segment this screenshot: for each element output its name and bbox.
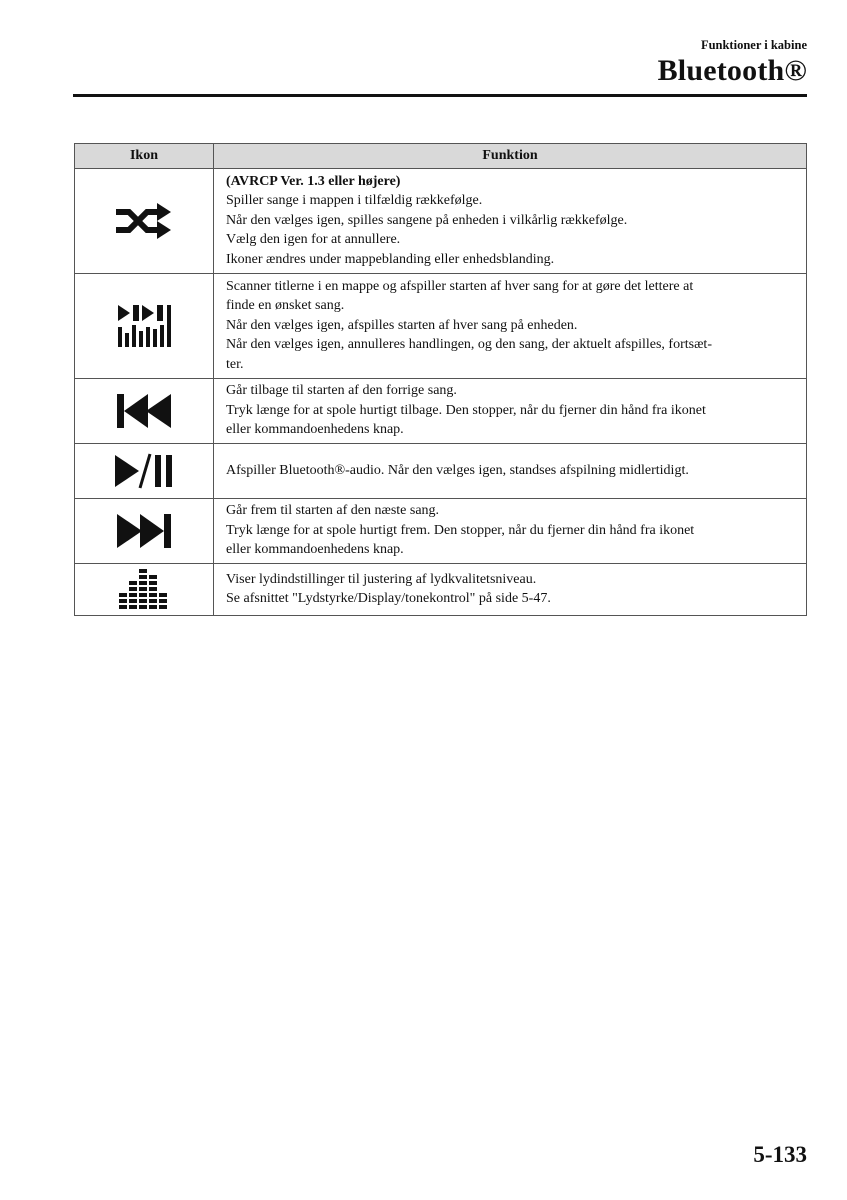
description-line: Scanner titlerne i en mappe og afspiller starten af hver sang for at gøre det lettere at [226, 278, 694, 294]
table-row [75, 169, 807, 274]
table-header-row [75, 144, 807, 169]
description-line: eller kommandoenhedens knap. [226, 422, 404, 438]
description-cell [214, 274, 807, 379]
header-icon-column: Ikon [75, 144, 214, 169]
function-table [74, 143, 807, 616]
description-line: Spiller sange i mappen i tilfældig rækkefølge. [226, 193, 483, 209]
description-line: Vælg den igen for at annullere. [226, 232, 401, 248]
title-rule [73, 94, 807, 97]
description-line: Når den vælges igen, annulleres handlingen, og den sang, der aktuelt afspilles, fortsæt- [226, 337, 712, 353]
table-row [75, 499, 807, 564]
description-cell [214, 444, 807, 499]
table-row [75, 274, 807, 379]
description-line: Går frem til starten af den næste sang. [226, 503, 440, 519]
table-row [75, 444, 807, 499]
description-cell [214, 499, 807, 564]
scan-icon [116, 303, 172, 349]
description-line: ter. [226, 356, 244, 372]
page-title: Bluetooth® [657, 54, 807, 87]
description-line: eller kommandoenhedens knap. [226, 542, 404, 558]
icon-cell [75, 444, 214, 499]
description-line: Når den vælges igen, afspilles starten af hver sang på enheden. [226, 317, 578, 333]
description-line: (AVRCP Ver. 1.3 eller højere) [226, 173, 401, 189]
description-line: Går tilbage til starten af den forrige sang. [226, 383, 457, 399]
description-line: Se afsnittet "Lydstyrke/Display/tonekontrol" på side 5-47. [226, 591, 551, 606]
description-line: Ikoner ændres under mappeblanding eller enhedsblanding. [226, 251, 555, 267]
page-number: 5-133 [753, 1142, 807, 1167]
previous-track-icon [116, 393, 172, 429]
header-function-column: Funktion [214, 144, 807, 169]
play-pause-icon [113, 453, 175, 489]
next-track-icon [116, 513, 172, 549]
equalizer-icon [119, 567, 169, 613]
icon-cell [75, 169, 214, 274]
icon-cell [75, 564, 214, 616]
description-line: Tryk længe for at spole hurtigt tilbage. Den stopper, når du fjerner din hånd fra ikonet [226, 402, 706, 418]
icon-cell [75, 274, 214, 379]
icon-cell [75, 379, 214, 444]
description-line: finde en ønsket sang. [226, 298, 345, 314]
description-cell [214, 379, 807, 444]
description-cell [214, 169, 807, 274]
shuffle-icon [114, 201, 174, 241]
description-line: Afspiller Bluetooth®-audio. Når den vælges igen, standses afspilning midlertidigt. [226, 462, 689, 478]
table-row [75, 564, 807, 616]
section-label: Funktioner i kabine [700, 38, 807, 52]
description-line: Viser lydindstillinger til justering af lydkvalitetsniveau. [226, 571, 537, 587]
description-cell [214, 564, 807, 616]
description-line: Når den vælges igen, spilles sangene på enheden i vilkårlig rækkefølge. [226, 212, 628, 228]
description-line: Tryk længe for at spole hurtigt frem. Den stopper, når du fjerner din hånd fra ikonet [226, 522, 695, 538]
icon-cell [75, 499, 214, 564]
table-row [75, 379, 807, 444]
